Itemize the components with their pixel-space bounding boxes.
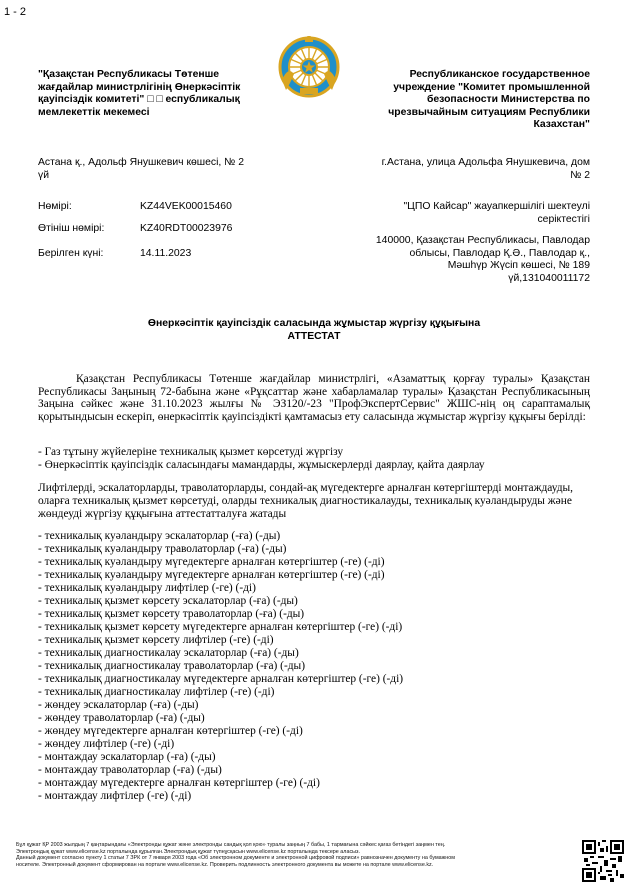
- recipient-address-line: үй,131040011172: [508, 272, 590, 284]
- granted-rights-list: [38, 446, 590, 472]
- header-right-line: безопасности Министерства по: [426, 94, 590, 106]
- header-left-line: "Қазақстан Республикасы Төтенше: [38, 69, 220, 80]
- address-right-line: № 2: [570, 169, 590, 181]
- meta-value: KZ44VEK00015460: [140, 201, 232, 212]
- address-left-line: үй: [38, 169, 49, 181]
- list-item: - техникалық диагностикалау траволаторлар (-ға) (-ды): [38, 660, 305, 672]
- recipient-name-line: "ЦПО Кайсар" жауапкершілігі шектеулі: [403, 201, 590, 212]
- header-left-line: мемлекеттік мекемесі: [38, 106, 150, 118]
- meta-issue-date: [38, 248, 288, 261]
- meta-value: 14.11.2023: [140, 248, 192, 259]
- intro-paragraph: Қазақстан Республикасы Төтенше жағдайлар министрлігі, «Азаматтық қорғау туралы» Қазақстан Республикасы Заңының 72-бабына және «Рұқсаттар және хабарламалар туралы» Қазақстан Республикасының Заңына сәйкес және 31.10.2023 жылғы № ЭЗ120/-23 "ПрофЭкспертСервис" ЖШС-нің оң сараптамалық қорытындысын ескеріп, өнеркәсіптік қауіпсіздікті қамтамасыз ету саласында жұмыстар жүргізу құқығы берілді:: [38, 373, 590, 423]
- recipient-address-line: облысы, Павлодар Қ.Ә., Павлодар қ.,: [409, 247, 590, 259]
- list-item: - Өнеркәсіптік қауіпсіздік саласындағы мамандарды, жұмыскерлерді даярлау, қайта даярлау: [38, 459, 485, 471]
- list-item: - техникалық куәландыру лифтілер (-ге) (-ді): [38, 582, 256, 594]
- meta-application-number: [38, 223, 288, 236]
- works-list: [38, 530, 590, 803]
- list-item: - техникалық диагностикалау эскалаторлар (-ға) (-ды): [38, 647, 299, 659]
- list-item: - Газ тұтыну жүйелеріне техникалық қызмет көрсетуді жүргізу: [38, 446, 344, 458]
- list-item: - жөндеу мүгедектерге арналған көтергіштер (-ге) (-ді): [38, 725, 303, 737]
- header-left-line: жағдайлар министрлігінің Өнеркәсіптік: [38, 81, 241, 93]
- meta-label: Өтініш нөмірі:: [38, 223, 105, 234]
- list-item: - монтаждау лифтілер (-ге) (-ді): [38, 790, 192, 802]
- list-item: - техникалық куәландыру эскалаторлар (-ға) (-ды): [38, 530, 281, 542]
- meta-number: [38, 201, 288, 214]
- footer-line: Данный документ согласно пункту 1 статьи 7 ЗРК от 7 января 2003 года «Об электронном документе и электронной цифровой подписи» равнозначен документу на бумажном: [16, 855, 455, 862]
- issuer-name-russian: [340, 69, 590, 132]
- state-emblem-icon: [278, 36, 340, 98]
- footer-legal-note: [16, 842, 564, 868]
- recipient-name-line: серіктестігі: [537, 213, 590, 225]
- footer-line: Бұл құжат ҚР 2003 жылдың 7 қаңтарындағы «Электронды құжат және электронды сандық қол қою» туралы заңның 7 бабы, 1 тармағына сәйкес қағаз бетіндегі заңмен тең.: [16, 842, 446, 848]
- address-right-line: г.Астана, улица Адольфа Янушкевича, дом: [381, 157, 590, 168]
- header-right-line: чрезвычайным ситуациям Республики: [388, 106, 590, 118]
- list-item: - техникалық қызмет көрсету лифтілер (-ге) (-ді): [38, 634, 274, 646]
- meta-label: Берілген күні:: [38, 248, 104, 259]
- recipient-address: [350, 235, 590, 285]
- recipient-name: [350, 201, 590, 226]
- recipient-address-line: 140000, Қазақстан Республикасы, Павлодар: [375, 235, 590, 246]
- issuer-address-russian: [350, 157, 590, 182]
- qr-code-icon: [582, 840, 624, 882]
- title-line: АТТЕСТАТ: [287, 330, 341, 342]
- recipient-address-line: Мәшһүр Жүсіп көшесі, № 189: [447, 260, 590, 272]
- list-item: - монтаждау мүгедектерге арналған көтергіштер (-ге) (-ді): [38, 777, 320, 789]
- list-item: - техникалық қызмет көрсету эскалаторлар (-ға) (-ды): [38, 595, 298, 607]
- issuer-address-kazakh: [38, 157, 268, 182]
- list-item: - техникалық куәландыру мүгедектерге арналған көтергіштер (-ге) (-ді): [38, 569, 385, 581]
- list-item: - техникалық қызмет көрсету мүгедектерге арналған көтергіштер (-ге) (-ді): [38, 621, 403, 633]
- list-item: - монтаждау эскалаторлар (-ға) (-ды): [38, 751, 216, 763]
- list-item: - техникалық диагностикалау мүгедектерге арналған көтергіштер (-ге) (-ді): [38, 673, 404, 685]
- list-item: - техникалық куәландыру мүгедектерге арналған көтергіштер (-ге) (-ді): [38, 556, 385, 568]
- header-right-line: учреждение "Комитет промышленной: [393, 81, 590, 93]
- document-title: [38, 318, 590, 343]
- list-item: - жөндеу траволаторлар (-ға) (-ды): [38, 712, 205, 724]
- list-item: - техникалық қызмет көрсету траволаторлар (-ға) (-ды): [38, 608, 305, 620]
- meta-label: Нөмірі:: [38, 201, 72, 212]
- attestation-scope-paragraph: Лифтілерді, эскалаторларды, траволаторларды, сондай-ақ мүгедектерге арналған көтергіштерді монтаждауды, оларға техникалық қызмет көрсетуді, оларды техникалық диагностикалауды, техникалық куәландыруды және жөндеуді жүргізу құқығына аттестатталуға жатады: [38, 482, 573, 520]
- list-item: - жөндеу эскалаторлар (-ға) (-ды): [38, 699, 199, 711]
- issuer-name-kazakh: [38, 69, 278, 119]
- header-left-line: қауіпсіздік комитеті" □ □ еспубликалық: [38, 94, 240, 106]
- page-number: 1 - 2: [4, 6, 27, 18]
- footer-line: носителе. Электронный документ сформирован на портале www.elicense.kz. Проверить подлинность электронного документа вы можете на портале www.elicense.kz.: [16, 861, 434, 868]
- address-left-line: Астана қ., Адольф Янушкевич көшесі, № 2: [38, 157, 244, 168]
- header-right-line: Казахстан": [533, 119, 590, 131]
- header-right-line: Республиканское государственное: [409, 69, 590, 80]
- title-line: Өнеркәсіптік қауіпсіздік саласында жұмыстар жүргізу құқығына: [147, 318, 481, 329]
- list-item: - монтаждау траволаторлар (-ға) (-ды): [38, 764, 222, 776]
- list-item: - техникалық диагностикалау лифтілер (-ге) (-ді): [38, 686, 275, 698]
- footer-line: Электрондық құжат www.elicense.kz порталында құрылған.Электрондық құжат түпнұсқасын www.elicense.kz порталында тексере аласыз.: [16, 848, 360, 855]
- list-item: - жөндеу лифтілер (-ге) (-ді): [38, 738, 175, 750]
- list-item: - техникалық куәландыру траволаторлар (-ға) (-ды): [38, 543, 287, 555]
- meta-value: KZ40RDT00023976: [140, 223, 233, 234]
